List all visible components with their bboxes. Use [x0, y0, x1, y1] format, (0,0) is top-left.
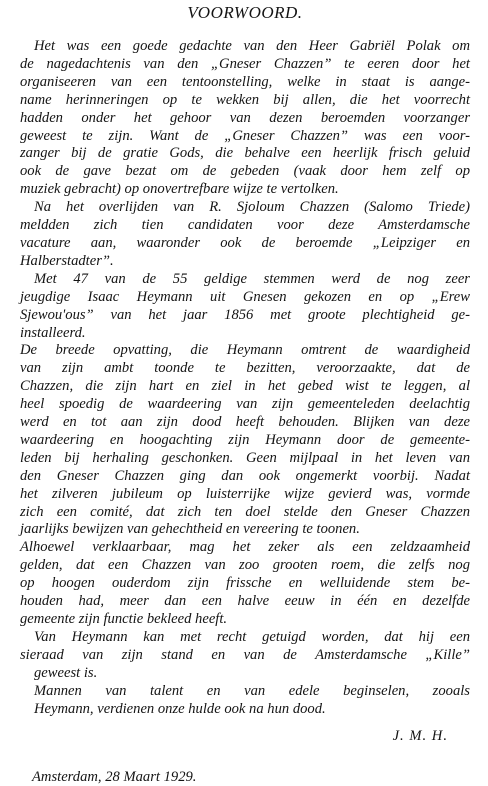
text-line: sieraad van zijn stand en van de Amsterdamsche „Kille”	[20, 646, 470, 663]
text-line: geweest te zijn. Want de „Gneser Chazzen” was een voor-	[20, 127, 470, 144]
paragraph	[20, 342, 470, 539]
text-line: Sjewou'ous” van het jaar 1856 met groote plechtigheid ge-	[20, 306, 470, 323]
text-line: De breede opvatting, die Heymann omtrent de waardigheid	[20, 342, 470, 359]
page-title: VOORWOORD.	[187, 3, 303, 22]
text-line: ook de gave bezat om de gebeden (vaak door hem zelf op	[20, 163, 470, 180]
text-line: organiseeren van een tentoonstelling, welke in staat is aange-	[20, 73, 470, 90]
text-line: Halberstadter”.	[20, 252, 114, 269]
paragraph	[20, 271, 470, 343]
text-line: zich een comité, dat zich ten doel stelde den Gneser Chazzen	[20, 503, 470, 520]
paragraph	[20, 539, 470, 629]
text-line: houden had, meer dan een halve eeuw in één en dezelfde	[20, 593, 470, 610]
text-line: werd en tot aan zijn dood heeft behouden. Blijken van deze	[20, 414, 470, 431]
text-line: Het was een goede gedachte van den Heer Gabriël Polak om	[34, 38, 470, 54]
text-line: het zilveren jubileum op luisterrijke wijze gevierd was, vormde	[20, 485, 470, 502]
text-line: name herinneringen op te wekken bij allen, die het voorrecht	[20, 91, 470, 108]
place-date: Amsterdam, 28 Maart 1929.	[32, 769, 197, 786]
text-line: Chazzen, die zijn hart en ziel in het gebed wist te leggen, al	[20, 378, 470, 395]
text-line: Heymann, verdienen onze hulde ook na hun dood.	[34, 700, 326, 717]
text-line: de nagedachtenis van den „Gneser Chazzen” te eeren door het	[20, 55, 470, 72]
text-line: gemeente zijn functie bekleed heeft.	[20, 611, 228, 627]
paragraph	[20, 38, 470, 199]
text-line: vacature aan, waaronder ook de beroemde „Leipziger en	[20, 234, 470, 251]
text-line: van zijn ambt toonde te bezitten, veroorzaakte, dat de	[20, 360, 470, 377]
text-line: jaarlijks bewijzen van gehechtheid en vereering te toonen.	[20, 521, 360, 538]
text-line: geweest is.	[34, 664, 98, 681]
text-line: installeerd.	[20, 324, 86, 341]
text-line: meldden zich tien candidaten voor deze Amsterdamsche	[20, 217, 470, 234]
text-line: jeugdige Isaac Heymann uit Gnesen gekozen en op „Erew	[20, 288, 470, 305]
text-line: leden bij herhaling geschonken. Geen mijlpaal in het leven van	[20, 449, 470, 466]
text-line: Met 47 van de 55 geldige stemmen werd de nog zeer	[34, 270, 470, 287]
text-line: gelden, dat een Chazzen van zoo grooten roem, die zelfs nog	[20, 557, 470, 574]
preface-body	[20, 38, 470, 718]
text-line: muziek gebracht) op onovertrefbare wijze te vertolken.	[20, 181, 339, 198]
text-line: waardeering en hoogachting zijn Heymann door de gemeente-	[20, 431, 470, 448]
text-line: Alhoewel verklaarbaar, mag het zeker als een zeldzaamheid	[20, 539, 470, 556]
signature: J. M. H.	[392, 728, 448, 745]
text-line: den Gneser Chazzen ging dan ook ongemerkt voorbij. Nadat	[20, 467, 470, 484]
paragraph	[20, 199, 470, 271]
text-line: Mannen van talent en van edele beginselen, zooals	[34, 682, 470, 699]
text-line: Van Heymann kan met recht getuigd worden, dat hij een	[34, 628, 470, 645]
text-line: hadden onder het gehoor van dezen beroemden voorzanger	[20, 109, 470, 126]
paragraph	[20, 629, 470, 683]
paragraph	[20, 683, 470, 719]
text-line: Na het overlijden van R. Sjoloum Chazzen (Salomo Triede)	[34, 199, 470, 216]
text-line: op hoogen ouderdom zijn frissche en welluidende stem be-	[20, 575, 470, 592]
text-line: heel spoedig de waardeering van zijn gemeenteleden deelachtig	[20, 396, 470, 413]
text-line: zanger bij de gratie Gods, die behalve een heerlijk frisch geluid	[20, 145, 470, 162]
